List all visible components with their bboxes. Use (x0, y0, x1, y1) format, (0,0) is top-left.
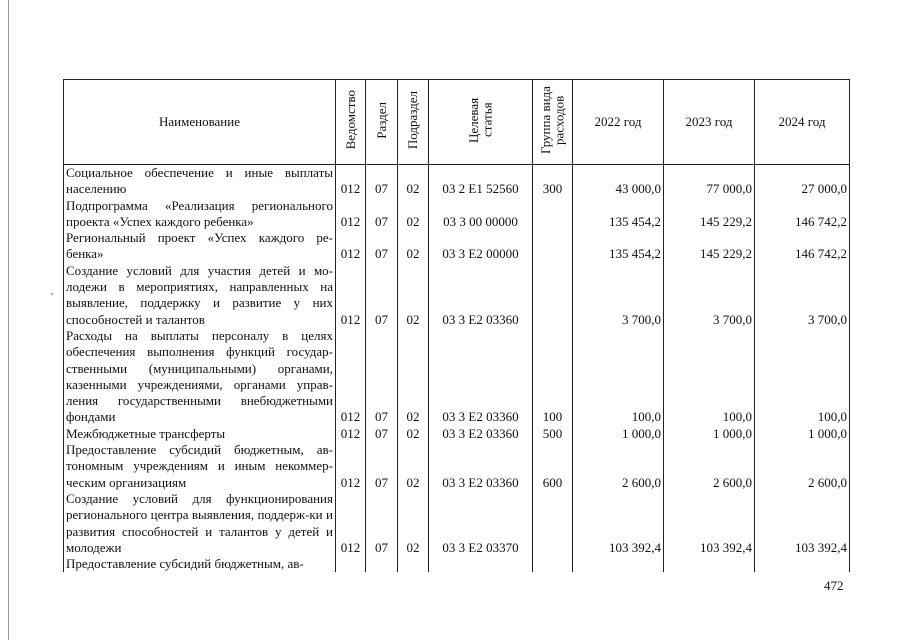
row-ministry: 012 (336, 442, 366, 491)
header-section: Раздел (366, 80, 398, 165)
row-subsection: 02 (398, 491, 429, 556)
row-subsection (398, 556, 429, 572)
row-ministry: 012 (336, 491, 366, 556)
row-ministry: 012 (336, 165, 366, 198)
row-2022: 43 000,0 (573, 165, 664, 198)
header-ministry: Ведомство (336, 80, 366, 165)
row-2022: 2 600,0 (573, 442, 664, 491)
row-subsection: 02 (398, 165, 429, 198)
row-2024: 146 742,2 (755, 198, 850, 231)
row-subsection: 02 (398, 442, 429, 491)
left-margin-line (8, 0, 9, 640)
row-2024: 2 600,0 (755, 442, 850, 491)
header-2024: 2024 год (755, 80, 850, 165)
row-expense-group: 600 (533, 442, 573, 491)
row-section: 07 (366, 442, 398, 491)
row-2023: 1 000,0 (664, 426, 755, 442)
row-name: Создание условий для участия детей и мо-лодежи в мероприятиях, направленных на выявление, поддержку и развитие у них способностей и талантов (64, 263, 336, 328)
header-target: Целевая статья (429, 80, 533, 165)
row-name: Расходы на выплаты персоналу в целях обеспечения выполнения функций государ-ственными (муниципальными) органами, казенными учреждениями, органами управ-ления государственными внебюджетными фондами (64, 328, 336, 426)
row-expense-group: 500 (533, 426, 573, 442)
row-subsection: 02 (398, 426, 429, 442)
row-2023: 77 000,0 (664, 165, 755, 198)
row-2022: 3 700,0 (573, 263, 664, 328)
row-name: Предоставление субсидий бюджетным, ав- (64, 556, 336, 572)
header-expense-group: Группа вида расходов (533, 80, 573, 165)
row-expense-group: 300 (533, 165, 573, 198)
table-row (64, 230, 850, 263)
row-section: 07 (366, 263, 398, 328)
row-2024 (755, 556, 850, 572)
row-expense-group (533, 263, 573, 328)
page-number: 472 (824, 578, 844, 593)
row-target: 03 3 E2 03360 (429, 426, 533, 442)
row-name: Социальное обеспечение и иные выплаты населению (64, 165, 336, 198)
header-2023: 2023 год (664, 80, 755, 165)
row-target: 03 3 00 00000 (429, 198, 533, 231)
row-ministry (336, 556, 366, 572)
row-2024: 100,0 (755, 328, 850, 426)
row-section: 07 (366, 165, 398, 198)
row-target: 03 3 E2 03370 (429, 491, 533, 556)
row-section: 07 (366, 230, 398, 263)
row-expense-group: 100 (533, 328, 573, 426)
row-2023 (664, 556, 755, 572)
row-subsection: 02 (398, 263, 429, 328)
row-ministry: 012 (336, 263, 366, 328)
row-target: 03 3 E2 03360 (429, 442, 533, 491)
row-2024: 146 742,2 (755, 230, 850, 263)
row-2023: 145 229,2 (664, 198, 755, 231)
row-2023: 103 392,4 (664, 491, 755, 556)
header-subsection: Подраздел (398, 80, 429, 165)
table-row (64, 165, 850, 198)
row-2023: 3 700,0 (664, 263, 755, 328)
row-2024: 103 392,4 (755, 491, 850, 556)
row-section: 07 (366, 491, 398, 556)
row-2022: 103 392,4 (573, 491, 664, 556)
row-section: 07 (366, 426, 398, 442)
row-2022: 135 454,2 (573, 198, 664, 231)
row-ministry: 012 (336, 230, 366, 263)
row-expense-group (533, 556, 573, 572)
row-name: Региональный проект «Успех каждого ре-бенка» (64, 230, 336, 263)
row-ministry: 012 (336, 198, 366, 231)
row-subsection: 02 (398, 328, 429, 426)
row-ministry: 012 (336, 328, 366, 426)
row-section: 07 (366, 328, 398, 426)
row-2022: 135 454,2 (573, 230, 664, 263)
row-2022 (573, 556, 664, 572)
table-row (64, 263, 850, 328)
row-target (429, 556, 533, 572)
row-2024: 1 000,0 (755, 426, 850, 442)
row-ministry: 012 (336, 426, 366, 442)
table-body (64, 165, 850, 573)
scan-mark: ‚ (50, 285, 54, 297)
row-target: 03 3 E2 03360 (429, 263, 533, 328)
row-expense-group (533, 491, 573, 556)
row-2022: 100,0 (573, 328, 664, 426)
row-name: Создание условий для функционирования регионального центра выявления, поддерж-ки и развития способностей и талантов у детей и молодежи (64, 491, 336, 556)
row-2023: 100,0 (664, 328, 755, 426)
table-row (64, 198, 850, 231)
row-2022: 1 000,0 (573, 426, 664, 442)
row-2024: 3 700,0 (755, 263, 850, 328)
row-target: 03 3 E2 03360 (429, 328, 533, 426)
row-2023: 145 229,2 (664, 230, 755, 263)
row-section (366, 556, 398, 572)
row-2023: 2 600,0 (664, 442, 755, 491)
table-row (64, 426, 850, 442)
row-name: Предоставление субсидий бюджетным, ав-тономным учреждениям и иным некоммер-ческим организациям (64, 442, 336, 491)
row-subsection: 02 (398, 198, 429, 231)
row-expense-group (533, 198, 573, 231)
row-target: 03 3 E2 00000 (429, 230, 533, 263)
row-target: 03 2 E1 52560 (429, 165, 533, 198)
row-name: Межбюджетные трансферты (64, 426, 336, 442)
table-row (64, 328, 850, 426)
row-name: Подпрограмма «Реализация регионального проекта «Успех каждого ребенка» (64, 198, 336, 231)
table-header-row (64, 80, 850, 165)
table-row (64, 556, 850, 572)
table-row (64, 442, 850, 491)
row-subsection: 02 (398, 230, 429, 263)
row-2024: 27 000,0 (755, 165, 850, 198)
row-section: 07 (366, 198, 398, 231)
header-2022: 2022 год (573, 80, 664, 165)
budget-table (63, 79, 850, 572)
row-expense-group (533, 230, 573, 263)
header-name: Наименование (64, 80, 336, 165)
table-row (64, 491, 850, 556)
